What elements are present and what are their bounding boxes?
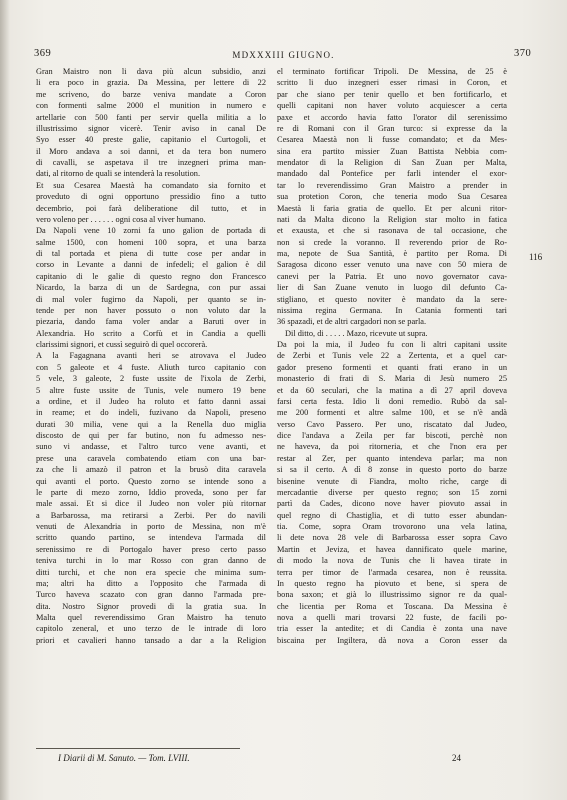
text-line: paxe et accordo havia fatto l'orator dil serenissimo <box>277 112 507 122</box>
text-line: durati 30 milia, vene qui a la Renella duo miglia <box>36 419 266 429</box>
text-line: proveduto di ogni opportuno pressidio fino a tutto <box>36 192 266 202</box>
footer-signature-number: 24 <box>452 753 461 763</box>
text-line: de Zerbi et Tunis vele 22 a Zertenta, et a quel car- <box>277 351 507 361</box>
text-line: sina era partito missier Zuan Battista Nebbia com- <box>277 146 507 156</box>
text-line: Et sua Cesarea Maestà ha comandato sia fornito et <box>36 180 266 190</box>
text-line: in reame; et do indeli, fuzivano da Napoli, preseno <box>36 408 266 418</box>
margin-line-number: 116 <box>529 252 543 262</box>
text-line: bona saxon; et già lo illustrissimo signor re da qual- <box>277 590 507 600</box>
text-line: nissima regina Germana. In Catania formenti tari <box>277 305 507 315</box>
text-line: mandado dal Pontefice per farli intender el exor- <box>277 169 507 179</box>
text-line: capitanio di le galie di questo regno don Francesco <box>36 271 266 281</box>
text-line: Cesarea Maestà non li fusse comandato; et da Mes- <box>277 135 507 145</box>
text-line: gador preseno formenti et quanti frati erano in un <box>277 362 507 372</box>
text-line: di mal voler fugirno da Napoli, per quanto se in- <box>36 294 266 304</box>
text-line: monasterio di frati di S. Maria di Jesù numero 25 <box>277 374 507 384</box>
text-line: venuti de Alexandria in porto de Messina, non m'è <box>36 522 266 531</box>
text-line: corso in Levante a danni de infedeli; el galion è dil <box>36 260 266 270</box>
text-line: artellarie con 500 fanti per servir quella militia a lo <box>36 112 266 122</box>
text-line: ditti turchi, et che non era specie che minima sum- <box>36 567 266 577</box>
text-line: salme 1500, con homeni 100 sopra, et una barza <box>36 237 266 247</box>
text-line: quelli capitani non haver voluto acquiescer a certa <box>277 101 507 111</box>
text-line: di tal portada et piena di tutte cose per andar in <box>36 249 266 258</box>
text-line: dice l'andava a Zeila per far biscoti, perchè non <box>277 431 507 440</box>
text-line: Turco haveva scazato con gran danno l'armada pre- <box>36 590 266 600</box>
text-line: Syo esser 40 preste galie, capitanio el Curtogoli, et <box>36 135 266 145</box>
text-line: le parte di mezo zorno, Iddio proveda, sono per far <box>36 487 266 497</box>
text-line: nati da Malta dicono la Religion star molto in fatica <box>277 214 507 224</box>
text-line: dita. Nostro Signor provedi di la gratia sua. In <box>36 601 266 611</box>
binding-shadow <box>0 0 10 800</box>
text-line: si sa il certo. A dì 8 zonse in questo porto do barze <box>277 465 507 475</box>
text-line: mercadantie diverse per questo regno; son 15 zorni <box>277 487 507 497</box>
text-line: ma, nepote de Sua Santità, è partito per Roma. Di <box>277 249 507 258</box>
text-line: re di Romani con il Gran turco: si expresse da la <box>277 123 507 133</box>
text-line: nova a quelli mari trovarsi 22 fuste, de facili po- <box>277 613 507 622</box>
text-line: Maestà li faria gratia de quello. Et per alcuni ritor- <box>277 203 507 213</box>
running-title: MDXXXIII GIUGNO. <box>232 50 335 60</box>
text-line: Gran Maistro non li dava più alcun subsidio, anzi <box>36 67 266 76</box>
right-text-column <box>277 66 507 646</box>
text-line: di modo la nova de Tunis che li havea tirate in <box>277 556 507 566</box>
text-line: Alexandria. Ho scrito a Corfù et in Candia a quelli <box>36 328 266 338</box>
text-line: Saragosa dicono esser venuto una nave con 50 miera de <box>277 260 507 270</box>
text-line: illustrissimo signor vicerè. Tenir aviso in canal De <box>36 123 266 133</box>
text-line: ne haveva, da poi ritorneria, et che l'non era per <box>277 442 507 452</box>
text-line: sua protetion Coron, che teneria modo Sua Cesarea <box>277 192 507 202</box>
text-line: con formenti salme 2000 el munition in numero e <box>36 101 266 111</box>
text-line: suno vi andasse, et l'altro turco vene avanti, et <box>36 442 266 452</box>
text-line: ma; altri ha ditto a l'opposito che l'armada di <box>36 578 266 588</box>
text-line: teniva turchi in lo mar Rosso con gran danno de <box>36 556 266 566</box>
text-line: me 200 formenti et altre salme 100, et se n'è andà <box>277 408 507 418</box>
text-line: lier di San Zuane venuto in luogo dil defunto Ca- <box>277 283 507 293</box>
right-page-number: 370 <box>514 48 532 59</box>
footer-citation: I Diarii di M. Sanuto. — Tom. LVIII. <box>58 753 190 763</box>
text-line: tar lo reverendissimo Gran Maistro a prender in <box>277 180 507 190</box>
text-line: a Barbarossa, ma retirarsi a Zerbi. Per do navili <box>36 510 266 520</box>
text-line: farsi certa festa. Idio li doni remedio. Rubò da sal- <box>277 396 507 406</box>
text-line: male assai. Et si dice il Judeo non voler più ritornar <box>36 499 266 509</box>
text-line: clarissimi signori, et cussì seguirò di quel occorerà. <box>36 340 208 349</box>
text-line: biscaina per Ingiltera, dà nova a Coron esser da <box>277 635 507 645</box>
text-line: In questo regno ha piovuto et bene, si spera de <box>277 578 507 588</box>
text-line: za che li amazò il patron et la brusò dita caravela <box>36 465 266 475</box>
text-line: li dete nova 28 vele di Barbarossa esser sopra Cavo <box>277 533 507 543</box>
text-line: scritto quando partino, se intendeva l'armada dil <box>36 533 266 543</box>
text-line: decembrio, poi farà deliberatione dil tutto, et in <box>36 203 266 213</box>
text-line: a ordine, et il Judeo ha roluto et fatto danni assai <box>36 396 266 406</box>
text-line: che licentia per Roma et Toscana. Da Messina è <box>277 601 507 611</box>
text-line: par che siano per tenir quello et ben fortificarlo, et <box>277 89 507 99</box>
text-line: Da poi la mia, il Judeo fu con li altri capitani ussite <box>277 340 507 349</box>
left-page-number: 369 <box>34 48 52 59</box>
text-line: Nicardo, la barza di un de Sardegna, con pur assai <box>36 283 266 293</box>
text-line: el terminato fortificar Tripoli. De Messina, de 25 è <box>277 67 507 76</box>
text-line: Da Napoli vene 10 zorni fa uno galion de portada di <box>36 226 266 236</box>
text-line: li era poco in grazia. Da Messina, per lettere di 22 <box>36 78 266 88</box>
text-line: con 5 galeote et 4 fuste. Aliuth turco capitanio con <box>36 362 266 372</box>
text-line: Martin et Jeviza, et havea dannificato quele marine, <box>277 544 507 554</box>
text-line: 5 altre fuste ussite de Tunis, vele numero 19 bene <box>36 385 266 395</box>
text-line: serenissimo re di Portogalo haver preso certo passo <box>36 544 266 554</box>
text-line: discosto de qui per far butino, non fu admesso nes- <box>36 431 266 440</box>
left-text-column <box>36 66 266 646</box>
text-line: partì da Cades, dicono nove haver piovuto assai in <box>277 499 507 509</box>
text-line: Malta quel reverendissimo Gran Maistro ha tenuto <box>36 613 266 622</box>
text-line: dati, al ritorno de quali se intenderà la resolution. <box>36 169 201 179</box>
text-line: verso Cavo Passero. Per uno, riscatato dal Judeo, <box>277 419 507 429</box>
text-line: di cavalli, se aspetava il tre inzegneri prima man- <box>36 158 266 167</box>
text-line: quel regno di Chastiglia, et di tutto esser abundan- <box>277 510 507 520</box>
text-line: et exausta, et che si rasonava de tal occasione, che <box>277 226 507 236</box>
footer-rule <box>36 748 240 749</box>
text-line: scritto li duo inzegneri esser rimasi in Coron, et <box>277 78 507 88</box>
text-line: me scriveno, do barze veniva mandate a Coron <box>36 89 266 99</box>
text-line: tende per non haver possuto o non voluto dar la <box>36 305 266 315</box>
text-line: tria esser la antedite; et di Candia è zonta una nave <box>277 624 507 634</box>
text-line: priori et cavalieri hanno tansado a dar a la Religion <box>36 635 266 645</box>
text-line: canevi per la Patria. Et uno novo governator cava- <box>277 271 507 281</box>
text-line: Dil ditto, di . . . . . Mazo, ricevute ut supra. <box>285 328 428 338</box>
text-line: piezaria, dando fama voler andar a Baruti over in <box>36 317 266 327</box>
text-line: mendator di la Religion di San Zuan per Malta, <box>277 158 507 167</box>
text-line: 5 vele, 3 galeote, 2 fuste ussite de l'ixola de Zerbi, <box>36 374 266 384</box>
text-line: qui avanti el porto. Questo zorno se intende sono a <box>36 476 266 486</box>
text-line: 36 spazadi, et de altri cargadori non se parla. <box>277 317 427 327</box>
text-line: tia. Come, sopra Oram trovorono una vela latina, <box>277 522 507 531</box>
text-line: et da 60 seculari, che la matina a dì 27 april doveva <box>277 385 507 395</box>
text-line: prese una caravela combatendo etiam con una bar- <box>36 453 266 463</box>
text-line: A la Fagagnana avanti heri se atrovava el Judeo <box>36 351 266 361</box>
text-line: non si crede la voranno. Il reverendo prior de Ro- <box>277 237 507 247</box>
text-line: capitolo zeneral, et uno terzo de le intrade di loro <box>36 624 266 634</box>
text-line: bisenine venute di Fiandra, molto riche, carge di <box>277 476 507 486</box>
text-line: il Moro andava a soi danni, et da tera bon numero <box>36 146 266 156</box>
text-line: vero voleno per . . . . . . ogni cosa al viver humano. <box>36 214 206 224</box>
text-line: terra per timor de l'armada cesarea, non è reussita. <box>277 567 507 577</box>
text-line: restar al Zer, per quanto intendeva parlar; ma non <box>277 453 507 463</box>
text-line: stigliano, et questo noviter è mandato da la sere- <box>277 294 507 304</box>
